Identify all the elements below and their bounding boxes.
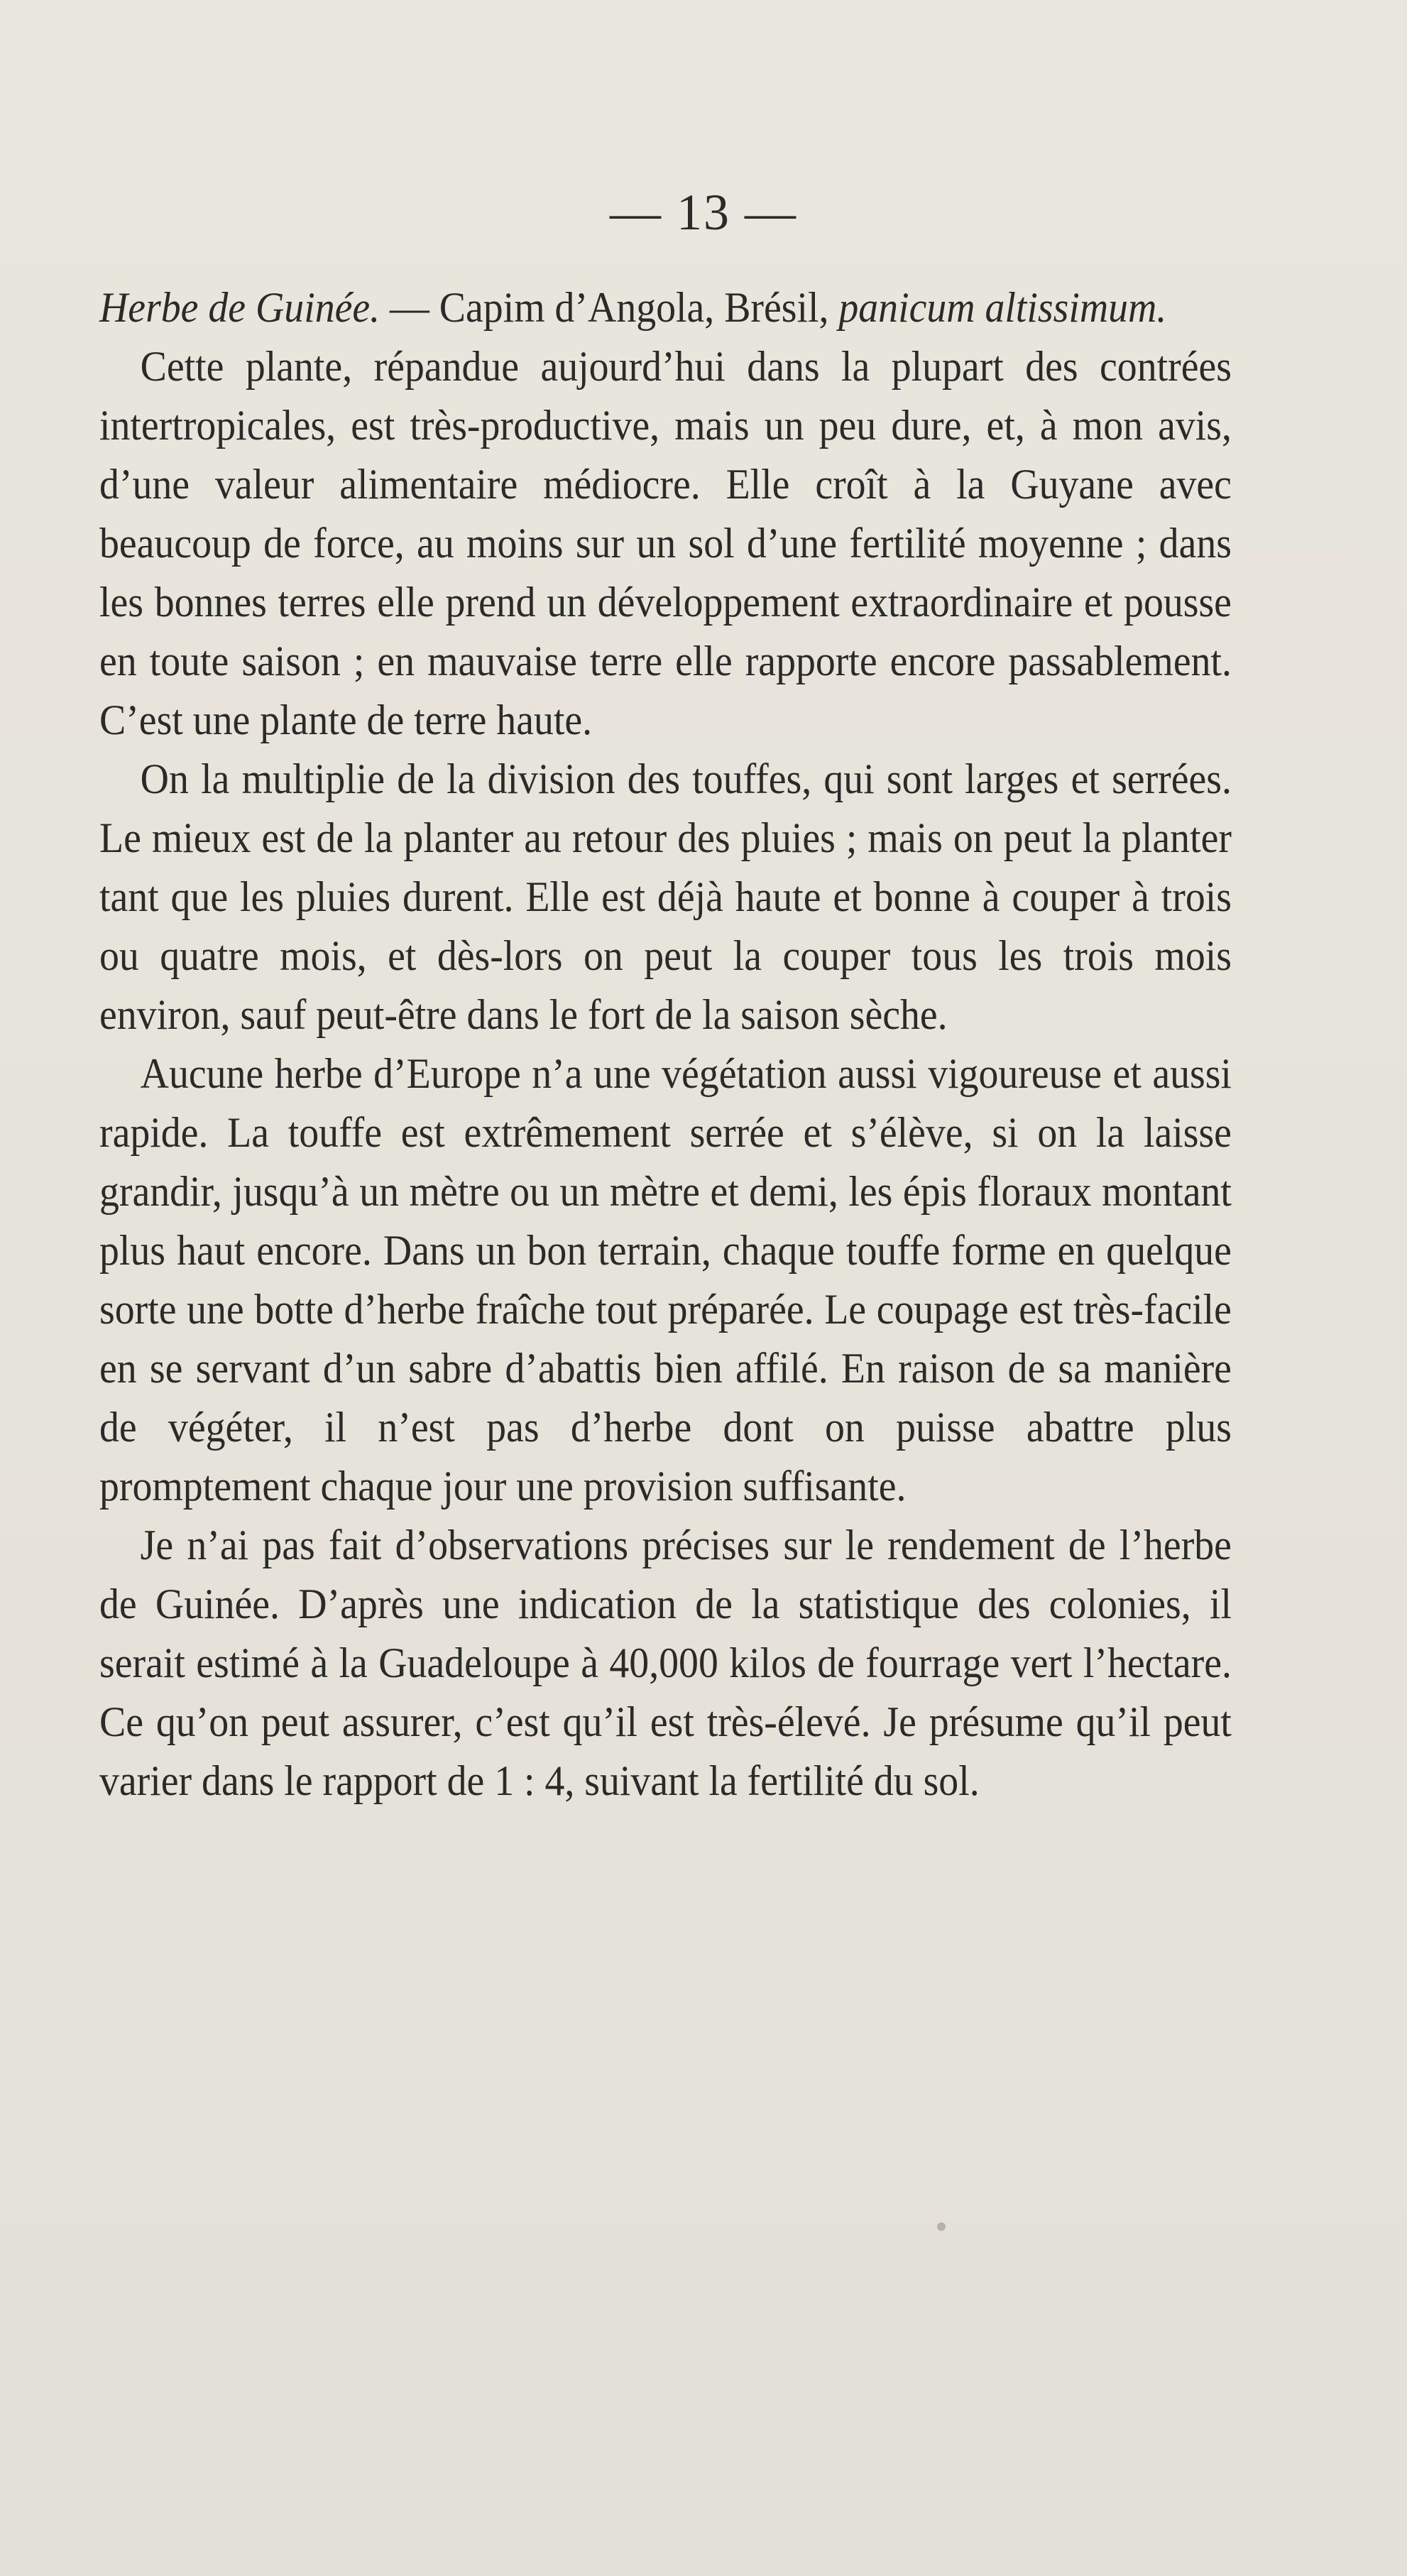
paragraph-4: Aucune herbe d’Europe n’a une végétation aussi vigoureuse et aussi rapide. La touffe est extrêmement serrée et s’élève, si on la laisse grandir, jusqu’à un mètre ou un mètre et demi, les épis floraux montant plus haut encore. Dans un bon terrain, chaque touffe forme en quelque sorte une botte d’herbe fraîche tout préparée. Le coupage est très-facile en se servant d’un sabre d’abattis bien affilé. En raison de sa manière de végéter, il n’est pas d’herbe dont on puisse abattre plus promptement chaque jour une provision suffisante.	[99, 1050, 1232, 1510]
body-text	[99, 278, 1232, 1811]
page-number: — 13 —	[610, 184, 797, 241]
paragraph-1	[99, 278, 1232, 337]
latin-name: panicum altissimum.	[838, 284, 1167, 331]
entry-title: Herbe de Guinée.	[99, 284, 381, 331]
paragraph-5: Je n’ai pas fait d’observations précises sur le rendement de l’herbe de Guinée. D’après une indication de la statistique des colonies, il serait estimé à la Guadeloupe à 40,000 kilos de fourrage vert l’hectare. Ce qu’on peut assurer, c’est qu’il est très-élevé. Je présume qu’il peut varier dans le rapport de 1 : 4, suivant la fertilité du sol.	[99, 1522, 1232, 1804]
paragraph-2: Cette plante, répandue aujourd’hui dans la plupart des contrées intertropicales, est très-productive, mais un peu dure, et, à mon avis, d’une valeur alimentaire médiocre. Elle croît à la Guyane avec beaucoup de force, au moins sur un sol d’une fertilité moyenne ; dans les bonnes terres elle prend un développement extraordinaire et pousse en toute saison ; en mauvaise terre elle rapporte encore passablement. C’est une plante de terre haute.	[99, 343, 1232, 743]
entry-synonyms: — Capim d’Angola, Brésil,	[380, 284, 839, 331]
paragraph-3: On la multiplie de la division des touffes, qui sont larges et serrées. Le mieux est de la planter au retour des pluies ; mais on peut la planter tant que les pluies durent. Elle est déjà haute et bonne à couper à trois ou quatre mois, et dès-lors on peut la couper tous les trois mois environ, sauf peut-être dans le fort de la saison sèche.	[99, 755, 1232, 1038]
paper-spot	[937, 2222, 946, 2231]
